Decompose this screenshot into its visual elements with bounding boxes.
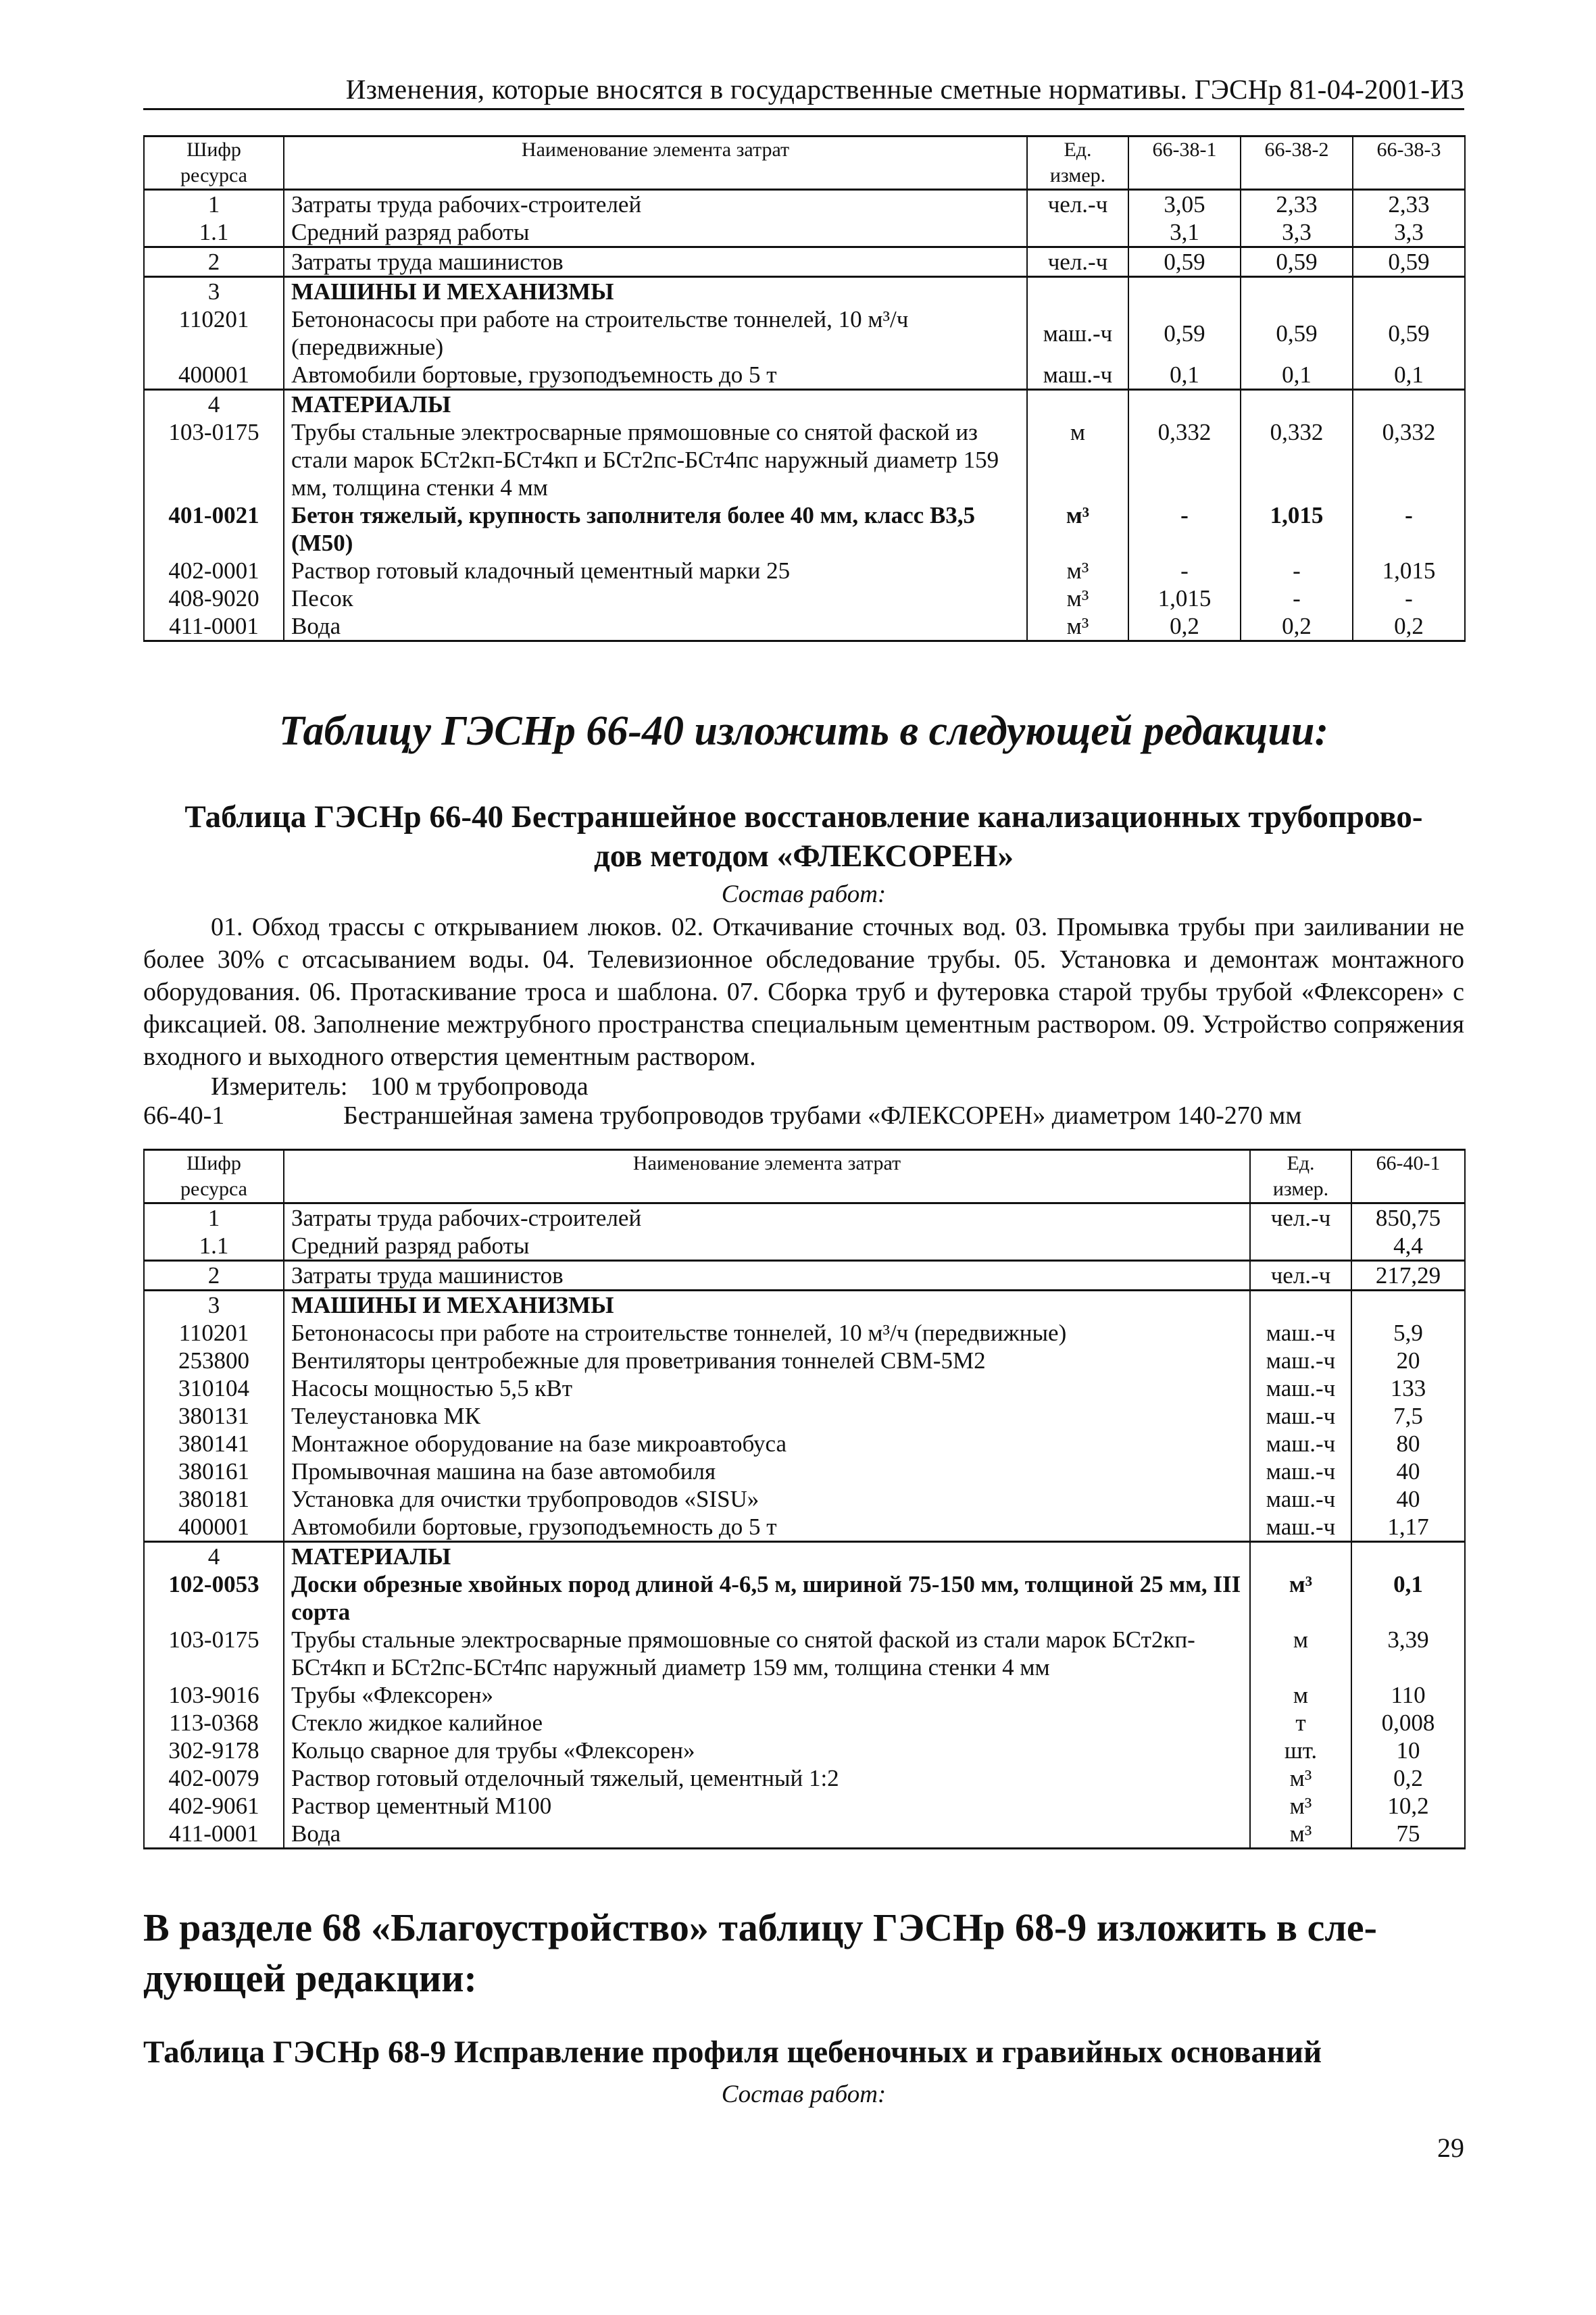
- table-title-line-2: дов методом «ФЛЕКСОРЕН»: [593, 839, 1014, 874]
- resource-name: Автомобили бортовые, грузоподъемность до 5 т: [284, 361, 1027, 390]
- value: 0,1: [1353, 361, 1465, 390]
- section-heading: МАТЕРИАЛЫ: [284, 390, 1027, 419]
- resource-code: 110201: [144, 1319, 284, 1347]
- value: 40: [1351, 1458, 1465, 1485]
- section-heading: МАШИНЫ И МЕХАНИЗМЫ: [284, 1291, 1250, 1320]
- unit: т: [1250, 1709, 1351, 1737]
- unit: чел.-ч: [1027, 247, 1128, 277]
- work-composition-label-2: Состав работ:: [721, 2081, 887, 2108]
- norm-name: Бестраншейная замена трубопроводов трубами «ФЛЕКСОРЕН» диаметром 140-270 мм: [343, 1101, 1302, 1130]
- table-row: [144, 1485, 1465, 1513]
- resource-name: Вода: [284, 612, 1027, 641]
- resource-name: Средний разряд работы: [284, 1232, 1250, 1261]
- table-row: [144, 1430, 1465, 1458]
- column-header: 66-38-3: [1353, 136, 1465, 190]
- value: 0,59: [1353, 247, 1465, 277]
- resource-code: 3: [144, 1291, 284, 1320]
- value: 0,1: [1128, 361, 1241, 390]
- table-row: [144, 218, 1465, 247]
- table-row: [144, 1232, 1465, 1261]
- value: 4,4: [1351, 1232, 1465, 1261]
- table-row: [144, 1570, 1465, 1626]
- table-row: [144, 1792, 1465, 1820]
- section-68-instruction-line-2: дующей редакции:: [143, 1956, 477, 2000]
- resource-code: 103-0175: [144, 1626, 284, 1681]
- work-composition-label: Состав работ:: [721, 880, 887, 908]
- value: 1,17: [1351, 1513, 1465, 1542]
- value: 0,2: [1241, 612, 1353, 641]
- resource-code: 402-0079: [144, 1764, 284, 1792]
- resource-code: 4: [144, 1542, 284, 1571]
- unit: маш.-ч: [1250, 1485, 1351, 1513]
- unit: маш.-ч: [1250, 1319, 1351, 1347]
- unit: маш.-ч: [1250, 1402, 1351, 1430]
- resource-code: 1.1: [144, 1232, 284, 1261]
- table-row: [144, 1542, 1465, 1571]
- table-row: [144, 1458, 1465, 1485]
- value: 0,2: [1353, 612, 1465, 641]
- unit: маш.-ч: [1027, 361, 1128, 390]
- resource-name: Вода: [284, 1820, 1250, 1849]
- unit: м: [1250, 1681, 1351, 1709]
- running-header: Изменения, которые вносятся в государственные сметные нормативы. ГЭСНр 81-04-2001-И3: [345, 74, 1464, 105]
- resource-name: Стекло жидкое калийное: [284, 1709, 1250, 1737]
- resource-name: Затраты труда машинистов: [284, 1261, 1250, 1291]
- resource-name: Вентиляторы центробежные для проветривания тоннелей СВМ-5М2: [284, 1347, 1250, 1374]
- unit: м: [1027, 418, 1128, 501]
- value: -: [1353, 584, 1465, 612]
- resource-name: Раствор готовый кладочный цементный марки 25: [284, 557, 1027, 584]
- value: 2,33: [1241, 190, 1353, 219]
- resource-code: 402-0001: [144, 557, 284, 584]
- resource-code: 2: [144, 247, 284, 277]
- resource-code: 2: [144, 1261, 284, 1291]
- resource-code: 253800: [144, 1347, 284, 1374]
- table-row: [144, 390, 1465, 419]
- resource-name: Средний разряд работы: [284, 218, 1027, 247]
- resource-name: Затраты труда рабочих-строителей: [284, 190, 1027, 219]
- resource-code: 380141: [144, 1430, 284, 1458]
- value: 0,1: [1351, 1570, 1465, 1626]
- value: -: [1353, 501, 1465, 557]
- table-row: [144, 418, 1465, 501]
- table-title-68-9: Таблица ГЭСНр 68-9 Исправление профиля щебеночных и гравийных оснований: [143, 2035, 1322, 2070]
- resource-name: Затраты труда рабочих-строителей: [284, 1203, 1250, 1233]
- table-row: [144, 501, 1465, 557]
- resource-name: Автомобили бортовые, грузоподъемность до 5 т: [284, 1513, 1250, 1542]
- resource-code: 1: [144, 190, 284, 219]
- value: 0,332: [1128, 418, 1241, 501]
- resource-table-66-40: [143, 1149, 1466, 1849]
- table-row: [144, 1347, 1465, 1374]
- unit: маш.-ч: [1250, 1458, 1351, 1485]
- value: 0,59: [1241, 247, 1353, 277]
- unit: [1027, 218, 1128, 247]
- resource-code: 103-9016: [144, 1681, 284, 1709]
- resource-code: 302-9178: [144, 1737, 284, 1764]
- resource-table-66-38: [143, 135, 1466, 642]
- value: 10: [1351, 1737, 1465, 1764]
- resource-name: Бетон тяжелый, крупность заполнителя более 40 мм, класс B3,5 (M50): [284, 501, 1027, 557]
- resource-code: 400001: [144, 361, 284, 390]
- value: 0,59: [1128, 247, 1241, 277]
- table-row: [144, 1402, 1465, 1430]
- resource-code: 102-0053: [144, 1570, 284, 1626]
- resource-name: Раствор цементный М100: [284, 1792, 1250, 1820]
- value: 110: [1351, 1681, 1465, 1709]
- table-row: [144, 305, 1465, 361]
- value: 80: [1351, 1430, 1465, 1458]
- unit: м³: [1250, 1820, 1351, 1849]
- page-number: 29: [1437, 2133, 1464, 2163]
- resource-code: 380181: [144, 1485, 284, 1513]
- table-row: [144, 557, 1465, 584]
- resource-name: Бетононасосы при работе на строительстве тоннелей, 10 м³/ч (передвижные): [284, 305, 1027, 361]
- value: -: [1241, 557, 1353, 584]
- column-header: Шифр ресурса: [144, 1150, 284, 1203]
- value: 850,75: [1351, 1203, 1465, 1233]
- value: 0,59: [1353, 305, 1465, 361]
- resource-code: 411-0001: [144, 612, 284, 641]
- resource-name: Насосы мощностью 5,5 кВт: [284, 1374, 1250, 1402]
- value: 3,3: [1353, 218, 1465, 247]
- value: 0,008: [1351, 1709, 1465, 1737]
- resource-name: Бетононасосы при работе на строительстве тоннелей, 10 м³/ч (передвижные): [284, 1319, 1250, 1347]
- resource-code: 103-0175: [144, 418, 284, 501]
- value: 0,1: [1241, 361, 1353, 390]
- value: 0,332: [1353, 418, 1465, 501]
- table-row: [144, 1709, 1465, 1737]
- unit: м³: [1250, 1792, 1351, 1820]
- value: -: [1241, 584, 1353, 612]
- column-header: 66-38-2: [1241, 136, 1353, 190]
- table-row: [144, 1681, 1465, 1709]
- resource-code: 310104: [144, 1374, 284, 1402]
- table-header-row: [144, 136, 1465, 190]
- table-header-row: [144, 1150, 1465, 1203]
- value: 0,59: [1241, 305, 1353, 361]
- value: 0,2: [1128, 612, 1241, 641]
- table-row: [144, 1513, 1465, 1542]
- value: 2,33: [1353, 190, 1465, 219]
- unit: [1250, 1232, 1351, 1261]
- column-header: Наименование элемента затрат: [284, 136, 1027, 190]
- unit: чел.-ч: [1027, 190, 1128, 219]
- unit: м³: [1250, 1764, 1351, 1792]
- value: 5,9: [1351, 1319, 1465, 1347]
- resource-name: Трубы стальные электросварные прямошовные со снятой фаской из стали марок БСт2кп-БСт4кп и БСт2пс-БСт4пс наружный диаметр 159 мм, толщина стенки 4 мм: [284, 1626, 1250, 1681]
- resource-code: 380131: [144, 1402, 284, 1430]
- unit: м³: [1027, 612, 1128, 641]
- table-row: [144, 277, 1465, 306]
- column-header: Шифр ресурса: [144, 136, 284, 190]
- value: 20: [1351, 1347, 1465, 1374]
- table-row: [144, 584, 1465, 612]
- value: -: [1128, 557, 1241, 584]
- table-row: [144, 1374, 1465, 1402]
- resource-code: 110201: [144, 305, 284, 361]
- value: 3,1: [1128, 218, 1241, 247]
- resource-code: 4: [144, 390, 284, 419]
- resource-code: 1.1: [144, 218, 284, 247]
- resource-name: Песок: [284, 584, 1027, 612]
- unit: чел.-ч: [1250, 1203, 1351, 1233]
- table-row: [144, 1319, 1465, 1347]
- table-row: [144, 1737, 1465, 1764]
- edit-instruction: Таблицу ГЭСНр 66-40 изложить в следующей редакции:: [278, 708, 1329, 754]
- table-row: [144, 1626, 1465, 1681]
- unit: маш.-ч: [1250, 1513, 1351, 1542]
- table-row: [144, 190, 1465, 219]
- value: 10,2: [1351, 1792, 1465, 1820]
- resource-name: Промывочная машина на базе автомобиля: [284, 1458, 1250, 1485]
- value: 1,015: [1353, 557, 1465, 584]
- unit: м³: [1250, 1570, 1351, 1626]
- unit: маш.-ч: [1250, 1430, 1351, 1458]
- value: 40: [1351, 1485, 1465, 1513]
- unit: м³: [1027, 584, 1128, 612]
- column-header: 66-40-1: [1351, 1150, 1465, 1203]
- section-68-instruction-line-1: В разделе 68 «Благоустройство» таблицу ГЭСНр 68-9 изложить в сле-: [143, 1906, 1377, 1949]
- resource-code: 401-0021: [144, 501, 284, 557]
- unit: маш.-ч: [1027, 305, 1128, 361]
- resource-code: 402-9061: [144, 1792, 284, 1820]
- value: 1,015: [1128, 584, 1241, 612]
- value: 0,2: [1351, 1764, 1465, 1792]
- value: 75: [1351, 1820, 1465, 1849]
- table-row: [144, 1261, 1465, 1291]
- unit: чел.-ч: [1250, 1261, 1351, 1291]
- unit: маш.-ч: [1250, 1347, 1351, 1374]
- table-row: [144, 1820, 1465, 1849]
- section-heading: МАТЕРИАЛЫ: [284, 1542, 1250, 1571]
- resource-name: Телеустановка МК: [284, 1402, 1250, 1430]
- column-header: 66-38-1: [1128, 136, 1241, 190]
- resource-code: 1: [144, 1203, 284, 1233]
- resource-name: Раствор готовый отделочный тяжелый, цементный 1:2: [284, 1764, 1250, 1792]
- resource-code: 400001: [144, 1513, 284, 1542]
- resource-code: 411-0001: [144, 1820, 284, 1849]
- table-row: [144, 247, 1465, 277]
- unit: маш.-ч: [1250, 1374, 1351, 1402]
- table-row: [144, 612, 1465, 641]
- table-row: [144, 1764, 1465, 1792]
- work-description: 01. Обход трассы с открыванием люков. 02. Откачивание сточных вод. 03. Промывка трубы при заиливании не более 30% с отсасыванием воды. 04. Телевизионное обследование трубы. 05. Установка и демонтаж монтажного оборудования. 06. Протаскивание троса и шаблона. 07. Сборка труб и футеровка старой трубы трубой «Флексорен» с фиксацией. 08. Заполнение межтрубного пространства специальным цементным раствором. 09. Устройство сопряжения входного и выходного отверстия цементным раствором.: [143, 913, 1464, 1071]
- value: 133: [1351, 1374, 1465, 1402]
- unit: м³: [1027, 557, 1128, 584]
- resource-code: 3: [144, 277, 284, 306]
- column-header: Ед. измер.: [1250, 1150, 1351, 1203]
- resource-name: Затраты труда машинистов: [284, 247, 1027, 277]
- table-title-line-1: Таблица ГЭСНр 66-40 Бестраншейное восстановление канализационных трубопрово-: [184, 799, 1423, 835]
- column-header: Ед. измер.: [1027, 136, 1128, 190]
- value: 217,29: [1351, 1261, 1465, 1291]
- header-rule: [143, 108, 1464, 110]
- value: 1,015: [1241, 501, 1353, 557]
- meter-value: 100 м трубопровода: [370, 1072, 589, 1101]
- meter-label: Измеритель:: [211, 1072, 348, 1101]
- resource-name: Трубы стальные электросварные прямошовные со снятой фаской из стали марок БСт2кп-БСт4кп и БСт2пс-БСт4пс наружный диаметр 159 мм, толщина стенки 4 мм: [284, 418, 1027, 501]
- value: 0,332: [1241, 418, 1353, 501]
- unit: м: [1250, 1626, 1351, 1681]
- section-heading: МАШИНЫ И МЕХАНИЗМЫ: [284, 277, 1027, 306]
- column-header: Наименование элемента затрат: [284, 1150, 1250, 1203]
- value: -: [1128, 501, 1241, 557]
- resource-name: Доски обрезные хвойных пород длиной 4-6,5 м, шириной 75-150 мм, толщиной 25 мм, III сорта: [284, 1570, 1250, 1626]
- norm-code: 66-40-1: [143, 1101, 225, 1130]
- value: 0,59: [1128, 305, 1241, 361]
- resource-code: 113-0368: [144, 1709, 284, 1737]
- value: 3,05: [1128, 190, 1241, 219]
- resource-name: Кольцо сварное для трубы «Флексорен»: [284, 1737, 1250, 1764]
- resource-code: 408-9020: [144, 584, 284, 612]
- table-row: [144, 1203, 1465, 1233]
- resource-name: Трубы «Флексорен»: [284, 1681, 1250, 1709]
- unit: шт.: [1250, 1737, 1351, 1764]
- unit: м³: [1027, 501, 1128, 557]
- resource-name: Монтажное оборудование на базе микроавтобуса: [284, 1430, 1250, 1458]
- value: 3,3: [1241, 218, 1353, 247]
- value: 3,39: [1351, 1626, 1465, 1681]
- resource-name: Установка для очистки трубопроводов «SISU»: [284, 1485, 1250, 1513]
- resource-code: 380161: [144, 1458, 284, 1485]
- table-row: [144, 1291, 1465, 1320]
- value: 7,5: [1351, 1402, 1465, 1430]
- table-row: [144, 361, 1465, 390]
